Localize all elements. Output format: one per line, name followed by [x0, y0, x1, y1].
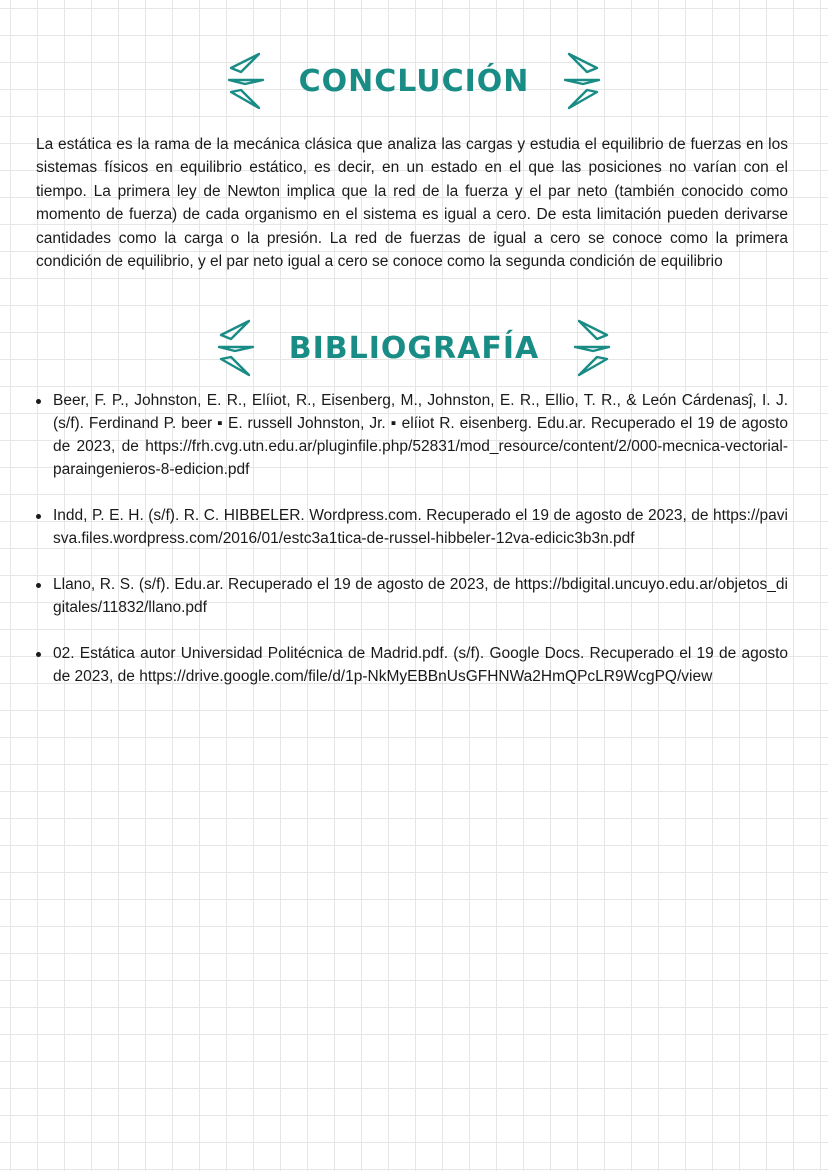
conclusion-title: CONCLUCIÓN — [298, 63, 530, 99]
reference-text: Llano, R. S. (s/f). Edu.ar. Recuperado el 19 de agosto de 2023, de — [53, 576, 515, 593]
left-burst-decoration-icon — [215, 315, 261, 381]
conclusion-body: La estática es la rama de la mecánica clásica que analiza las cargas y estudia el equilibrio de fuerzas en los sistemas físicos en equilibrio estático, es decir, en un estado en el que las posiciones no varían con el tiempo. La primera ley de Newton implica que la red de la fuerza y el par neto (también conocido como momento de fuerza) de cada organismo en el sistema es igual a cero. De esta limitación pueden derivarse cantidades como la carga o la presión. La red de fuerzas de igual a cero se conoce como la primera condición de equilibrio, y el par neto igual a cero se conoce como la segunda condición de equilibrio — [36, 136, 788, 271]
right-burst-decoration-icon — [557, 48, 603, 114]
bibliography-entry — [36, 642, 788, 688]
reference-text: 02. Estática autor Universidad Politécnica de Madrid.pdf. (s/f). Google Docs. Recuperado el 19 de agosto de 2023, de — [53, 645, 788, 685]
reference-link[interactable]: https://drive.google.com/file/d/1p-NkMyEBBnUsGFHNWa2HmQPcLR9WcgPQ/view — [139, 668, 713, 685]
bibliography-title: BIBLIOGRAFÍA — [288, 330, 540, 366]
reference-link[interactable]: https://pavisva.files.wordpress.com/2016/01/estc3a1tica-de-russel-hibbeler-12va-edicic3b3n.pdf — [53, 507, 788, 547]
bibliography-entry — [36, 389, 788, 481]
bibliography-entry — [36, 504, 788, 550]
bibliography-entry — [36, 573, 788, 619]
reference-link[interactable]: https://bdigital.uncuyo.edu.ar/objetos_digitales/11832/llano.pdf — [53, 576, 788, 616]
right-burst-decoration-icon — [567, 315, 613, 381]
conclusion-heading — [0, 48, 828, 114]
reference-link[interactable]: https://frh.cvg.utn.edu.ar/pluginfile.php/52831/mod_resource/content/2/000-mecnica-vectorial-paraingenieros-8-edicion.pdf — [53, 438, 788, 478]
bibliography-heading — [0, 315, 828, 381]
reference-text: Indd, P. E. H. (s/f). R. C. HIBBELER. Wordpress.com. Recuperado el 19 de agosto de 2023, de — [53, 507, 714, 524]
bibliography-list — [36, 389, 788, 711]
reference-text: Beer, F. P., Johnston, E. R., Elíiot, R., Eisenberg, M., Johnston, E. R., Ellio, T. R., & León Cárdenasĵ, I. J. (s/f). Ferdinand P. beer ▪ E. russell Johnston, Jr. ▪ elíiot R. eisenberg. Edu.ar. Recuperado el 19 de agosto de 2023, de — [53, 392, 788, 455]
left-burst-decoration-icon — [225, 48, 271, 114]
